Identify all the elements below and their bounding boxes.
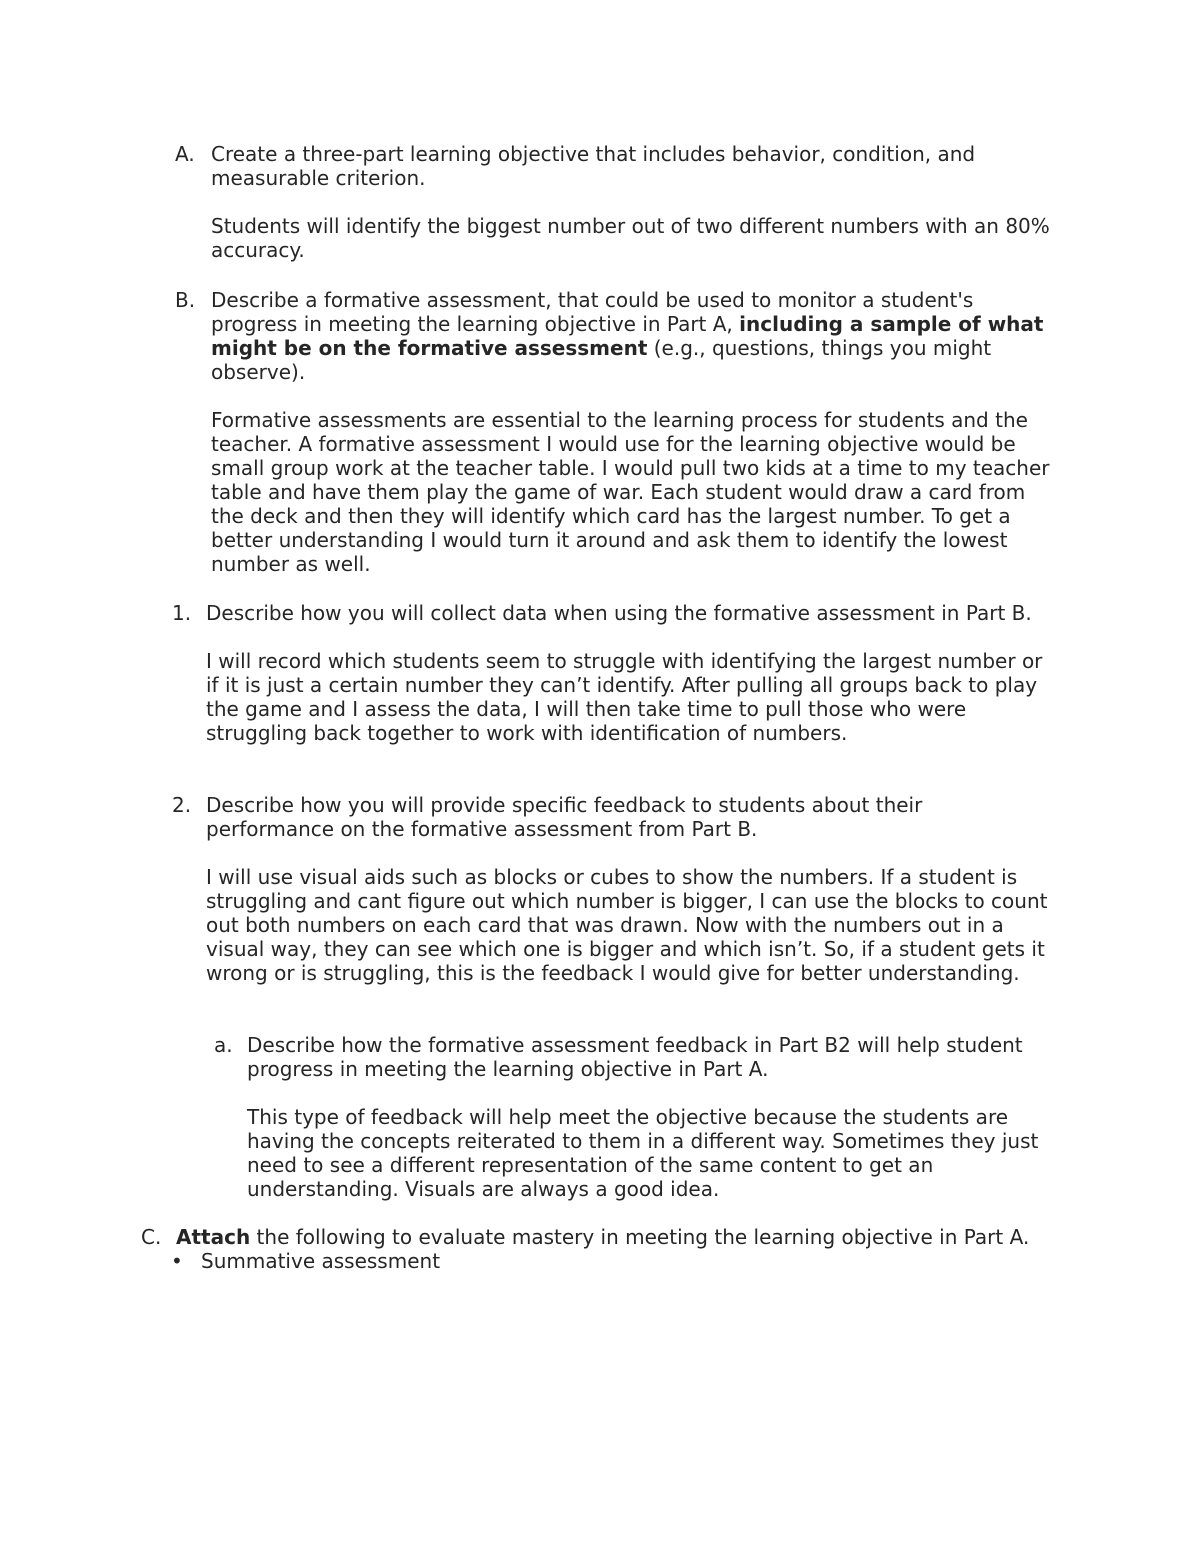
section-a: [175, 142, 1055, 262]
section-b: [175, 288, 1065, 576]
item-a: [214, 1033, 1064, 1201]
item-2: [172, 793, 1062, 985]
item-2-answer: I will use visual aids such as blocks or cubes to show the numbers. If a student is struggling and cant figure out which number is bigger, I can use the blocks to count out both numbers on each card that was drawn. Now with the numbers out in a visual way, they can see which one is bigger and which isn’t. So, if a student gets it wrong or is struggling, this is the feedback I would give for better understanding.: [206, 865, 1048, 985]
section-c-prompt-rest: the following to evaluate mastery in meeting the learning objective in Part A.: [250, 1225, 1030, 1249]
section-b-prompt-start: Describe a formative assessment, that could be used to monitor a student's progress in meeting the learning objective in Part A,: [211, 288, 974, 336]
item-1-answer: I will record which students seem to struggle with identifying the largest number or if it is just a certain number they can’t identify. After pulling all groups back to play the game and I assess the data, I will then take time to pull those who were struggling back together to work with identification of numbers.: [206, 649, 1043, 745]
section-a-prompt: Create a three-part learning objective that includes behavior, condition, and measurable criterion.: [211, 142, 976, 190]
section-c-marker: C.: [141, 1225, 162, 1249]
item-2-prompt: Describe how you will provide specific feedback to students about their performance on the formative assessment from Part B.: [206, 793, 923, 841]
bullet-item: [171, 1249, 771, 1273]
item-a-answer: This type of feedback will help meet the objective because the students are having the concepts reiterated to them in a different way. Sometimes they just need to see a different representation of the same content to get an understanding. Visuals are always a good idea.: [247, 1105, 1039, 1201]
section-b-prompt-bold: including a sample of what might be on the formative assessment: [211, 312, 1044, 360]
section-a-marker: A.: [175, 142, 195, 166]
section-b-answer: Formative assessments are essential to the learning process for students and the teacher. A formative assessment I would use for the learning objective would be small group work at the teacher table. I would pull two kids at a time to my teacher table and have them play the game of war. Each student would draw a card from the deck and then they will identify which card has the largest number. To get a better understanding I would turn it around and ask them to identify the lowest number as well.: [211, 408, 1050, 576]
section-c-prompt: [176, 1225, 1066, 1249]
section-b-prompt: [211, 288, 1063, 384]
item-1: [172, 601, 1062, 745]
section-a-answer: Students will identify the biggest number out of two different numbers with an 80% accuracy.: [211, 214, 1050, 262]
bullet-text: Summative assessment: [201, 1249, 441, 1273]
section-c: [141, 1225, 1071, 1249]
bullet-marker: •: [171, 1249, 183, 1273]
item-a-prompt: Describe how the formative assessment feedback in Part B2 will help student progress in meeting the learning objective in Part A.: [247, 1033, 1023, 1081]
item-2-marker: 2.: [172, 793, 192, 817]
section-b-prompt-end: (e.g., questions, things you might observe).: [211, 336, 992, 384]
item-1-marker: 1.: [172, 601, 192, 625]
item-a-marker: a.: [214, 1033, 233, 1057]
section-c-prompt-bold: Attach: [176, 1225, 251, 1249]
item-1-prompt: Describe how you will collect data when using the formative assessment in Part B.: [206, 601, 1032, 625]
section-b-marker: B.: [175, 288, 196, 312]
